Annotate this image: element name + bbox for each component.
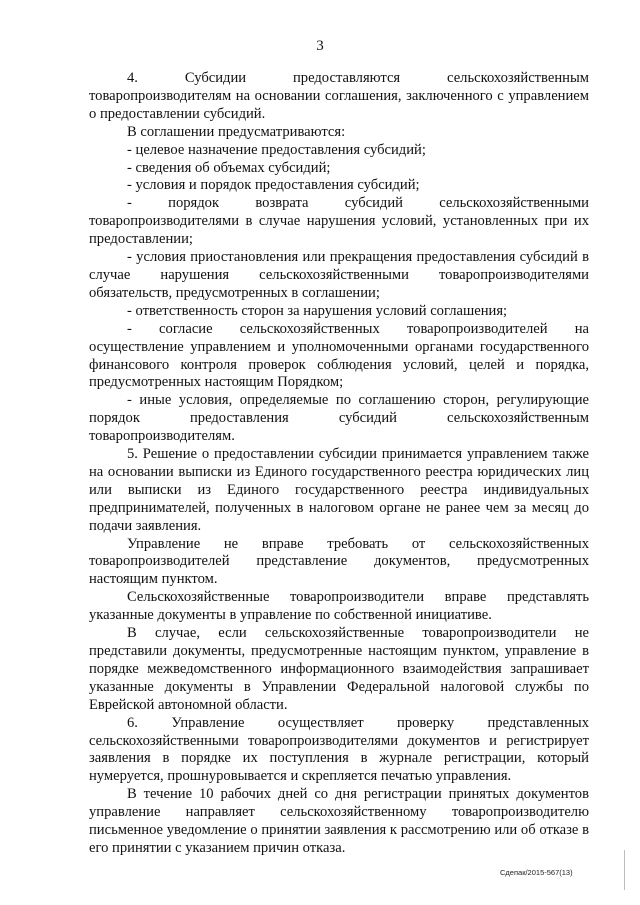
paragraph-1: 4. Субсидии предоставляются сельскохозяйственным товаропроизводителям на основании соглашения, заключенного с управлением о предоставлении субсидий. — [89, 70, 589, 122]
list-item-conditions: - условия и порядок предоставления субсидий; — [127, 177, 420, 194]
list-item-purpose: - целевое назначение предоставления субсидий; — [127, 141, 426, 158]
list-item-volumes: - сведения об объемах субсидий; — [127, 159, 331, 176]
paragraph-6-notice: В течение 10 рабочих дней со дня регистрации принятых документов управление направляет сельскохозяйственному товаропроизводителю письменное уведомление о принятии заявления к рассмотрению или об отказе в его принятии с указанием причин отказа. — [89, 786, 589, 856]
list-item-consent: - согласие сельскохозяйственных товаропроизводителей на осуществление управлением и уполномоченными органами государственного финансового контроля проверок соблюдения условий, целей и порядка, предусмотренных настоящим Порядком; — [89, 320, 589, 391]
document-body — [89, 70, 589, 858]
paragraph-2: В соглашении предусматриваются: — [127, 123, 346, 140]
list-item-suspension: - условия приостановления или прекращения предоставления субсидий в случае нарушения сельскохозяйственными товаропроизводителями обязательств, предусмотренных в соглашении; — [89, 249, 589, 301]
paragraph-5-restriction: Управление не вправе требовать от сельскохозяйственных товаропроизводителей представление документов, предусмотренных настоящим пунктом. — [89, 535, 589, 588]
scan-edge-mark — [624, 850, 625, 890]
page-number: 3 — [316, 38, 324, 54]
document-code: Сдепак/2015-567(13) — [500, 868, 573, 877]
paragraph-5: 5. Решение о предоставлении субсидии принимается управлением также на основании выписки из Единого государственного реестра юридических лиц или выписки из Единого государственного реестра индивидуальных предпринимателей, полученных в налоговом органе не ранее чем за месяц до подачи заявления. — [89, 446, 589, 534]
paragraph-5-request: В случае, если сельскохозяйственные товаропроизводители не представили документы, предусмотренные настоящим пунктом, управление в порядке межведомственного информационного взаимодействия запрашивает указанные документы в Управлении Федеральной налоговой службы по Еврейской автономной области. — [89, 625, 589, 713]
paragraph-5-initiative: Сельскохозяйственные товаропроизводители вправе представлять указанные документы в управление по собственной инициативе. — [89, 589, 589, 624]
list-item-other: - иные условия, определяемые по соглашению сторон, регулирующие порядок предоставления субсидий сельскохозяйственным товаропроизводителям. — [89, 392, 589, 445]
list-item-return: - порядок возврата субсидий сельскохозяйственными товаропроизводителями в случае нарушения условий, установленных при их предоставлении; — [89, 195, 589, 248]
paragraph-6: 6. Управление осуществляет проверку представленных сельскохозяйственными товаропроизводителями документов и регистрирует заявления в порядке их поступления в журнале регистрации, который нумеруется, прошнуровывается и скрепляется печатью управления. — [89, 714, 589, 785]
list-item-responsibility: - ответственность сторон за нарушения условий соглашения; — [127, 302, 508, 319]
